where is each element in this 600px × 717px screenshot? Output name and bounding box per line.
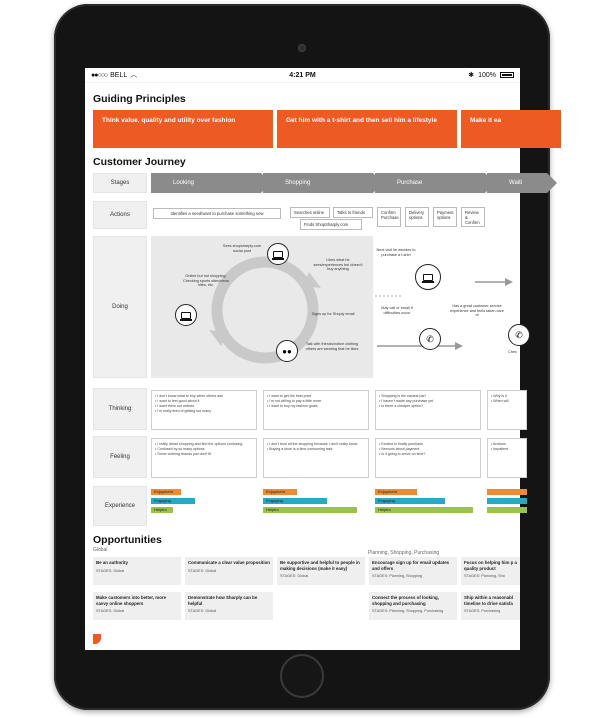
stages-group-label: Planning, Shopping, Purchasing (368, 550, 440, 556)
helpful-bar: Helpful (151, 507, 173, 513)
doing-note: Next visit he decides to purchase a t-shirt (376, 248, 416, 257)
opportunity-card (185, 592, 273, 620)
feeling-box: • Excited to finally purchase • Nervous about payment • Is it going to arrive on time? (375, 438, 481, 478)
doing-row (93, 236, 147, 378)
feeling-row (93, 436, 147, 478)
action-item: Confirm Purchase (377, 207, 401, 227)
opportunity-card (369, 592, 457, 620)
thinking-box: • I want to get the best price • I'm not willing to pay a little more • I want to buy my fashion goals (263, 390, 369, 430)
engaging-bar: Engaging (375, 498, 445, 504)
principle-card: Make it ea (461, 110, 561, 148)
guiding-principles-heading: Guiding Principles (93, 93, 186, 105)
row-label: Feeling (93, 436, 147, 478)
doing-note: Likes what he sees/experiences but doesn't buy anything (313, 258, 363, 272)
stage-waiting: Waiti (487, 173, 547, 193)
opportunity-stages: STAGES: Planning, Shopping (372, 574, 423, 579)
opportunity-stages: STAGES: Planning, Sho (464, 574, 505, 579)
opportunity-card (93, 557, 181, 585)
enjoyment-bar: Enjoyment (375, 489, 417, 495)
helpful-bar (487, 507, 527, 513)
helpful-bar: Helpful (375, 507, 473, 513)
opportunity-title: Focus on helping him p a quality product (464, 560, 517, 571)
thinking-box: • Shopping is the easiest part • I haven't made any purchase yet • Is there a cheaper option? (375, 390, 481, 430)
bluetooth-icon: ✱ (468, 72, 475, 79)
phone-icon: ✆ (508, 324, 530, 346)
opportunity-card (369, 557, 457, 585)
customer-journey-heading: Customer Journey (93, 156, 186, 168)
principles-row (93, 110, 520, 148)
row-label: Thinking (93, 388, 147, 430)
doing-note: Talk with friends/notice clothing others are wearing that he likes (305, 342, 359, 351)
experience-bars-looking (151, 489, 251, 516)
principle-card: Get him with a t-shirt and then sell him a lifestyle (277, 110, 457, 148)
battery-percent: 100% (478, 71, 496, 79)
opportunity-title: Be an authority (96, 560, 128, 565)
engaging-bar (487, 498, 527, 504)
stage-looking: Looking (151, 173, 261, 193)
action-item: Talks to friends (333, 207, 373, 218)
action-item: Payment options (433, 207, 457, 227)
tablet-screen (85, 68, 523, 650)
opportunity-card (277, 557, 365, 585)
experience-bars-waiting (487, 489, 527, 516)
feeling-box: • I don't trust all the shopping because I don't really know • Buying a shoe is a time consuming task (263, 438, 369, 478)
laptop-icon (175, 304, 197, 326)
row-label: Doing (93, 236, 147, 378)
feeling-box: • I really dread shopping and find the options confusing • Confused by so many options • Some clothing brands just don't fit (151, 438, 257, 478)
opportunity-title: Connect the process of looking, shopping and purchasing (372, 595, 439, 606)
brand-logo (93, 634, 101, 644)
opportunity-title: Ship within a reasonabl timeline to drive satisfa (464, 595, 514, 606)
helpful-bar: Helpful (263, 507, 357, 513)
stage-purchase: Purchase (375, 173, 485, 193)
opportunity-title: Communicate a clear value proposition (188, 560, 270, 565)
row-label: Stages (93, 173, 147, 193)
opportunity-stages: STAGES: Planning, Shopping, Purchasing (372, 609, 444, 614)
home-button[interactable] (280, 654, 324, 698)
opportunity-card (461, 592, 520, 620)
stage-shopping: Shopping (263, 173, 373, 193)
laptop-icon (415, 264, 441, 290)
doing-note: Sees shopsharply.com social post (222, 244, 262, 253)
opportunity-title: Be supportive and helpful to people in making decisions (make it easy) (280, 560, 360, 571)
battery-icon (500, 72, 514, 78)
action-item: Finds ShopSharply.com (300, 219, 362, 230)
signal-icon: ●●○○○ (91, 71, 108, 79)
thinking-box: • I don't know what to buy when others ask • I want to feel good about it • I want them out clothes • I'm really tired of getting too many (151, 390, 257, 430)
clock: 4:21 PM (289, 71, 316, 79)
opportunity-stages: STAGES: Purchasing (464, 609, 501, 614)
experience-bars-purchase (375, 489, 475, 516)
status-bar (85, 68, 520, 83)
opportunity-stages: STAGES: Global (96, 568, 125, 573)
opportunity-card (185, 557, 273, 585)
row-label: Experience (93, 486, 147, 526)
thinking-row (93, 388, 147, 430)
doing-note: Online but not shopping. Checking sports sites/news sites, etc. (182, 274, 229, 288)
engaging-bar: Engaging (151, 498, 195, 504)
action-item: Delivery options (405, 207, 429, 227)
opportunity-title: Encourage sign up for email updates and offers (372, 560, 450, 571)
opportunity-card (93, 592, 181, 620)
action-item: Searches online (290, 207, 330, 218)
row-label: Actions (93, 201, 147, 229)
opportunity-stages: STAGES: Global (188, 609, 217, 614)
carrier-label: BELL (110, 71, 128, 79)
wifi-icon: ︵ (130, 72, 138, 79)
experience-bars-shopping (263, 489, 363, 516)
opportunity-card (461, 557, 520, 585)
phone-icon: ✆ (419, 328, 441, 350)
engaging-bar: Engaging (263, 498, 327, 504)
principle-card: Think value, quality and utility over fashion (93, 110, 273, 148)
doing-note: Chec (508, 350, 517, 354)
enjoyment-bar (487, 489, 527, 495)
doing-note: Has a great customer service experience and feels taken care of (450, 304, 504, 318)
doing-note: May call or email if difficulties occur (381, 306, 413, 315)
enjoyment-bar: Enjoyment (263, 489, 297, 495)
opportunity-stages: STAGES: Global (96, 609, 125, 614)
enjoyment-bar: Enjoyment (151, 489, 181, 495)
opportunity-title: Demonstrate how Sharply can be helpful (188, 595, 258, 606)
opportunities-heading: Opportunities (93, 534, 162, 546)
opportunity-stages: STAGES: Global (188, 568, 217, 573)
opportunity-title: Make customers into better, more savvy online shoppers (96, 595, 167, 606)
opportunity-stages: STAGES: Global (280, 574, 309, 579)
stages-row (93, 173, 549, 193)
feeling-box: • Anxious • Impatient (487, 438, 527, 478)
actions-row (93, 201, 147, 229)
people-icon: ●● (276, 340, 298, 362)
laptop-icon (267, 243, 289, 265)
camera-lens (298, 44, 306, 52)
doing-note: Signs up for Shoply email (311, 312, 355, 316)
experience-row (93, 486, 147, 526)
thinking-box: • Why is it • When will (487, 390, 527, 430)
action-item: Identifies a need/want to purchase something new (153, 208, 281, 219)
global-label: Global (93, 547, 108, 553)
action-item: Review & Confirm (461, 207, 485, 227)
